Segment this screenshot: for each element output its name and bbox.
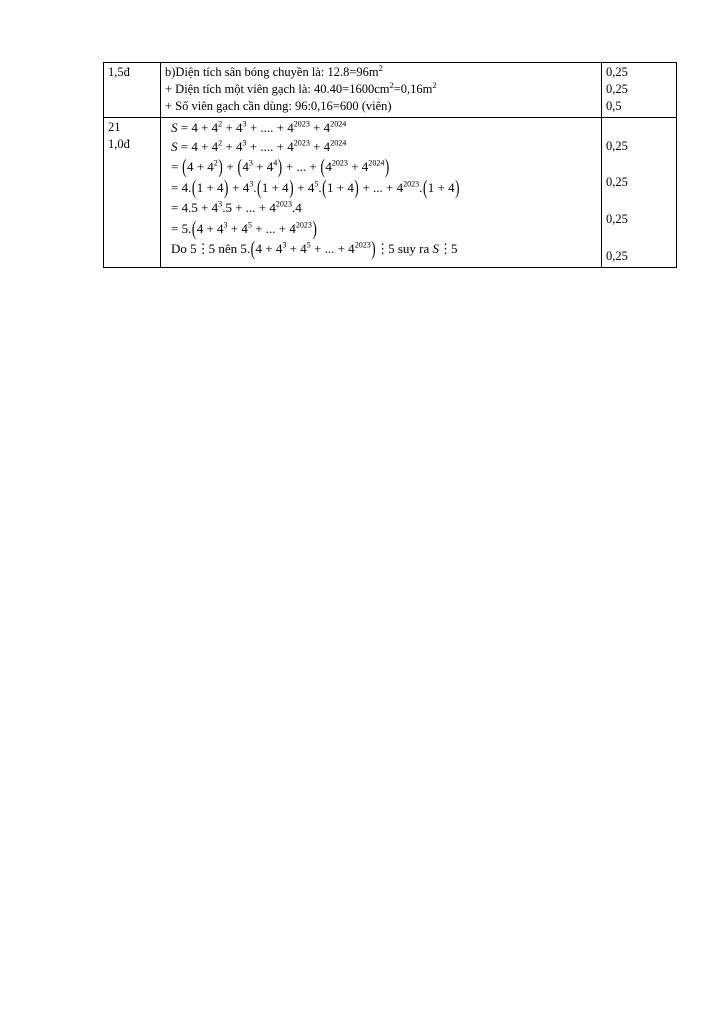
content-line-2: + Diện tích một viên gạch là: $40.40=1600cm^2=0,16m^2$	[165, 79, 437, 96]
row-math-content-cell	[161, 117, 602, 268]
score-right-value-2: 0,25	[606, 174, 628, 189]
score-marks-group	[606, 138, 672, 266]
score-right-value-3: 0,25	[606, 212, 628, 227]
row-score-right-cell	[602, 63, 677, 118]
score-right-value-1: 0,25	[606, 138, 628, 153]
math-line-3: = $(4 + 4^2) + (4^3 + 4^4)$ + ... + $(4^{2023} + 4^{2024})$	[171, 155, 390, 178]
row-score-left-cell	[104, 63, 161, 118]
math-line-1: $S = 4 + 4^2 + 4^3$ + .... + $4^{2023} + 4^{2024}$	[171, 119, 347, 135]
content-line-3: + Số viên gạch cần dùng: 96:0,16=600 (viên)	[165, 98, 392, 113]
row-score-left-cell	[104, 117, 161, 268]
math-line-6: = $5.(4 + 4^3 + 4^5$ + ... + $4^{2023}$)	[171, 216, 317, 240]
math-line-2: $S = 4 + 4^2 + 4^3$ + .... + $4^{2023} + 4^{2024}$	[171, 138, 347, 154]
math-line-5: = $4.5 + 4^3.5$ + ... + $4^{2023}.4$	[171, 199, 302, 216]
math-line-4: = $4.(1 + 4) + 4^3.(1 + 4) + 4^5.(1 + 4)$ + ... + $4^{2023}.(1 + 4)$	[171, 175, 460, 199]
score-right-value-4: 0,25	[606, 249, 628, 264]
score-right-value-3: 0,5	[606, 98, 622, 113]
table-row	[104, 63, 677, 118]
score-right-value-1: 0,25	[606, 65, 628, 79]
math-line-7: Do 5⋮5 nên $5.(4 + 4^3 + 4^5$ + ... + $4^{2023})⋮5$ suy ra S⋮5	[171, 237, 458, 261]
content-line-1: b)Diện tích sân bóng chuyền là: $12.8=96m^2$	[165, 62, 383, 79]
row-content-cell	[161, 63, 602, 118]
table-row	[104, 117, 677, 268]
score-left-value: 1,0đ	[108, 136, 130, 151]
score-right-value-2: 0,25	[606, 81, 628, 96]
question-number: 21	[108, 119, 121, 134]
score-left-value: 1,5đ	[108, 65, 130, 79]
row-score-right-cell	[602, 117, 677, 268]
answer-table	[103, 62, 677, 268]
